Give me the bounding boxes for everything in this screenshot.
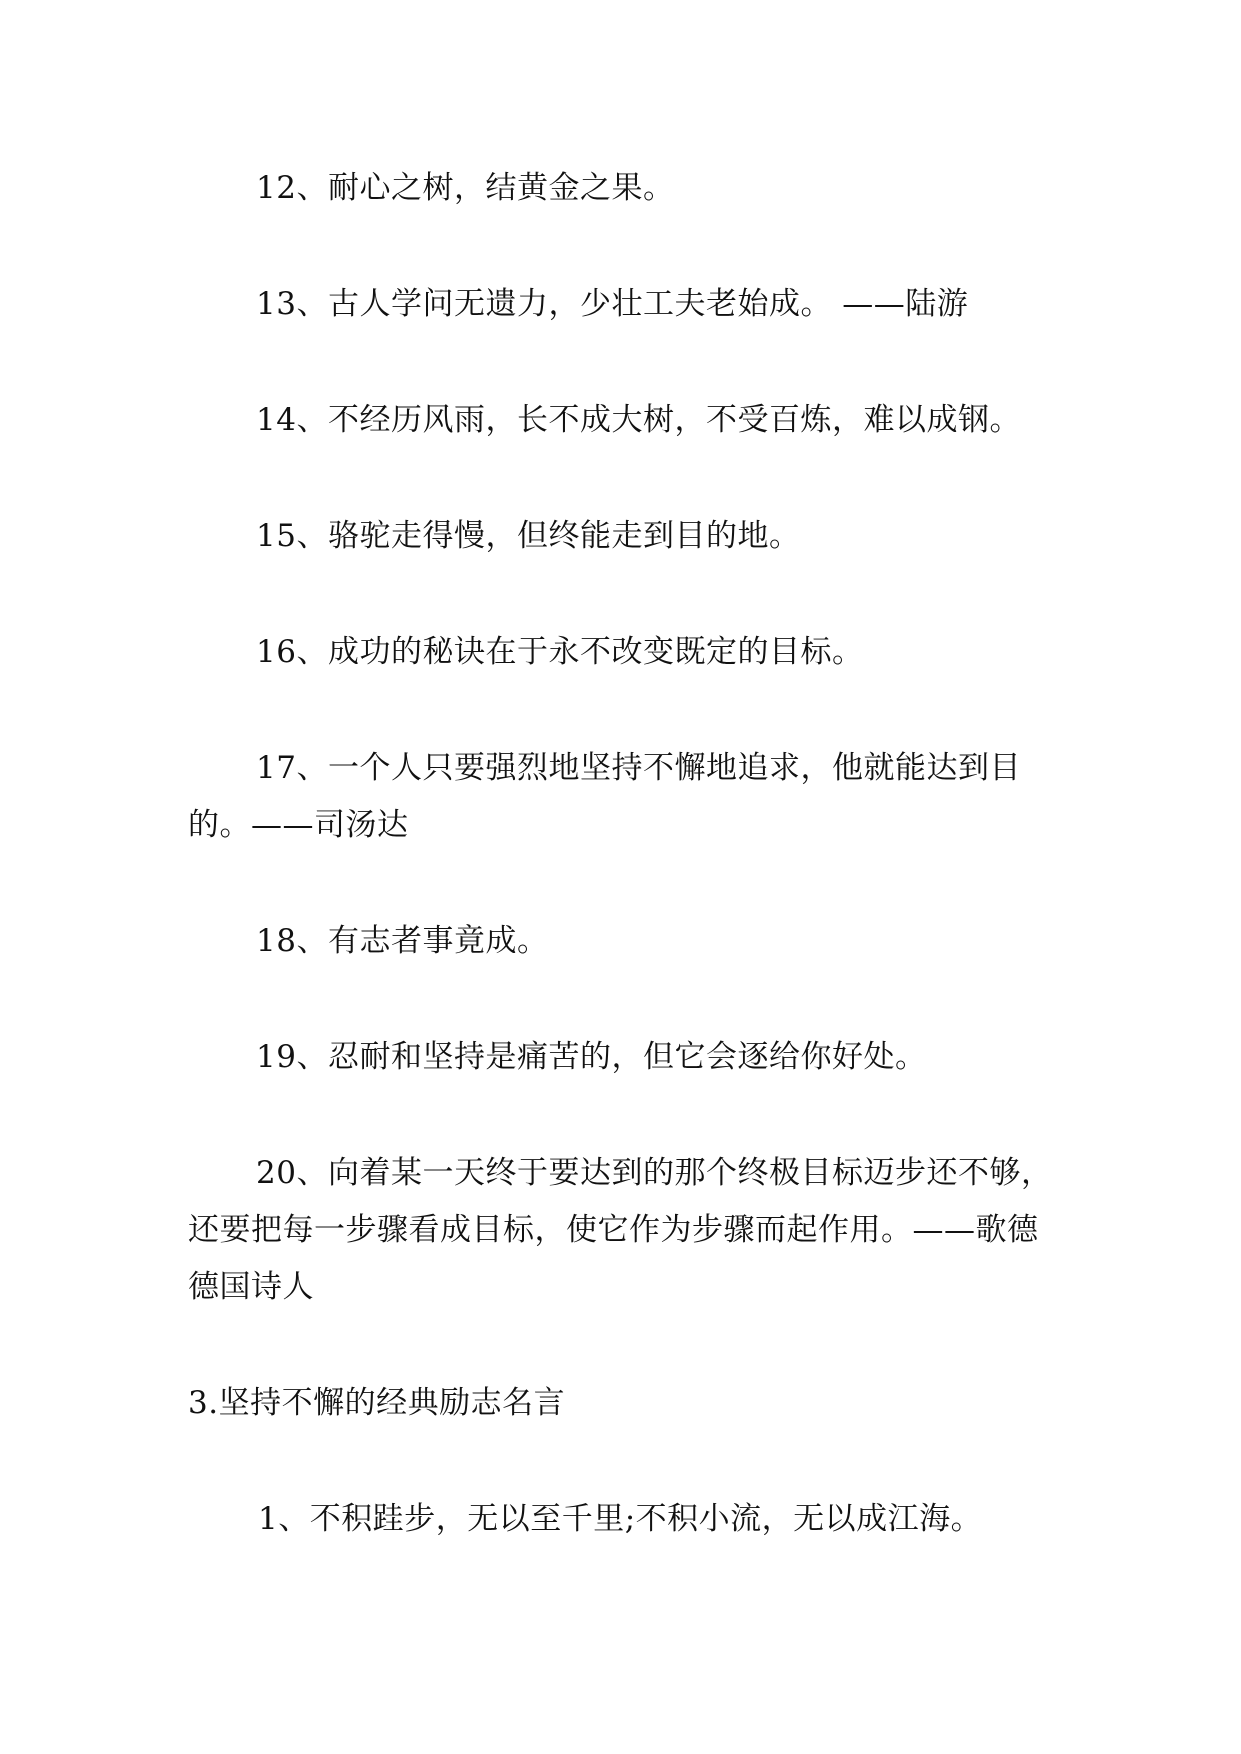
section-item-1: 1、不积跬步，无以至千里;不积小流，无以成江海。	[258, 1501, 983, 1537]
quote-paragraph-14: 14、不经历风雨，长不成大树，不受百炼，难以成钢。	[256, 402, 1021, 438]
section-heading: 3.坚持不懈的经典励志名言	[188, 1385, 566, 1421]
quote-paragraph-19: 19、忍耐和坚持是痛苦的，但它会逐给你好处。	[256, 1039, 927, 1075]
quote-paragraph-15: 15、骆驼走得慢，但终能走到目的地。	[256, 518, 801, 554]
quote-paragraph-17: 17、一个人只要强烈地坚持不懈地追求，他就能达到目的。——司汤达	[188, 750, 1021, 843]
quote-paragraph-18: 18、有志者事竟成。	[256, 923, 549, 959]
quote-paragraph-20: 20、向着某一天终于要达到的那个终极目标迈步还不够，还要把每一步骤看成目标，使它作为步骤而起作用。——歌德德国诗人	[188, 1155, 1053, 1305]
quote-paragraph-12: 12、耐心之树，结黄金之果。	[256, 170, 675, 206]
quote-paragraph-13: 13、古人学问无遗力，少壮工夫老始成。 ——陆游	[256, 286, 969, 322]
quote-paragraph-16: 16、成功的秘诀在于永不改变既定的目标。	[256, 634, 864, 670]
